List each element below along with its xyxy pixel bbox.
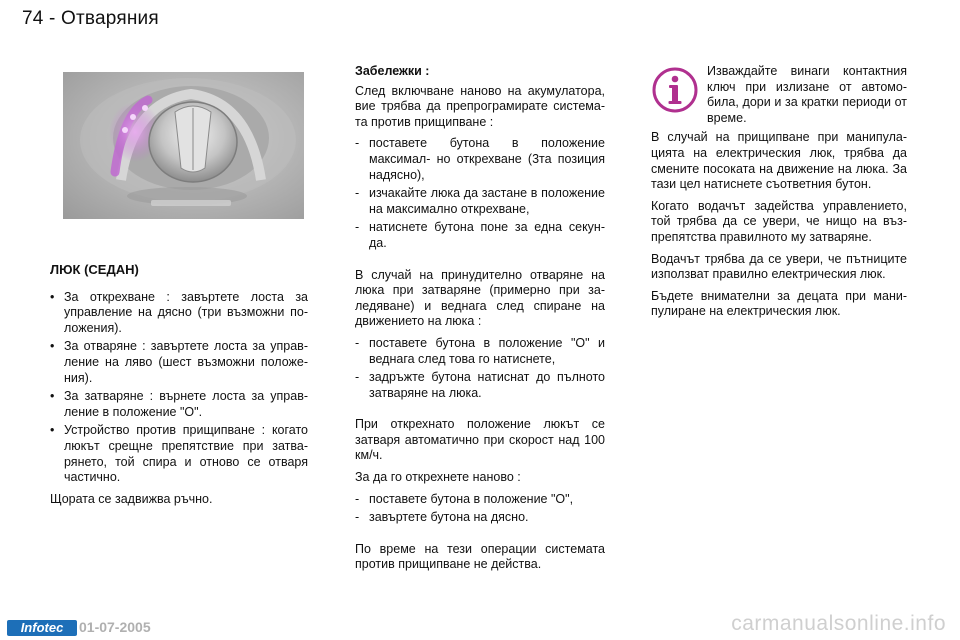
forced-opening-steps-list [355, 336, 605, 401]
footer-date: 01-07-2005 [79, 619, 151, 635]
body-paragraph: Бъдете внимателни за децата при мани- пулиране на електрическия люк. [651, 288, 907, 319]
body-paragraph: Щората се задвижва ръчно. [50, 491, 213, 506]
list-item: - натиснете бутона поне за една секун- да. [355, 220, 605, 250]
watermark: carmanualsonline.info [731, 612, 946, 635]
page-header [22, 8, 159, 30]
list-item: - поставете бутона в положение максимал- но открехване (3та позиция надясно), [355, 136, 605, 182]
dash-marker: - [355, 491, 360, 506]
list-item: - завъртете бутона на дясно. [355, 510, 529, 525]
body-paragraph: При открехнато положение люкът се затваря автоматично при скорост над 100 км/ч. [355, 417, 605, 463]
info-callout [651, 64, 907, 126]
body-paragraph: Водачът трябва да се увери, че пътниците използват правилно електрическия люк. [651, 251, 907, 282]
reprogramming-steps-list [355, 136, 605, 251]
infotec-logo: Infotec [7, 620, 77, 636]
info-icon [651, 66, 699, 114]
column-left [50, 262, 308, 513]
body-paragraph: В случай на прищипване при манипула- цията на електрическия люк, трябва да смените посоката на движение на люка. За тази цел натиснете съответния бутон. [651, 130, 907, 192]
dash-marker: - [355, 220, 360, 235]
body-paragraph: По време на тези операции системата против прищипване не действа. [355, 541, 605, 572]
sunroof-knob-illustration [63, 72, 304, 219]
list-item: • За отваряне : завъртете лоста за управ- ление на ляво (шест възможни положе- ния). [50, 339, 308, 385]
list-item: • Устройство против прищипване : когато люкът срещне препятствие при затва- рянето, той спира и отново се отваря частично. [50, 423, 308, 485]
bullet-marker: • [50, 389, 55, 404]
dash-marker: - [355, 370, 360, 385]
bullet-marker: • [50, 339, 55, 354]
notes-heading: Забележки : [355, 64, 430, 78]
list-item: - поставете бутона в положение "O", [355, 491, 574, 506]
list-item: • За затваряне : върнете лоста за управ- ление в положение "O". [50, 389, 308, 419]
bullet-marker: • [50, 423, 55, 438]
sunroof-operation-list [50, 290, 308, 486]
info-text: Изваждайте винаги контактния ключ при излизане от автомо- била, дори и за кратки периоди от време. [707, 64, 907, 125]
list-item: - поставете бутона в положение "O" и веднага след това го натиснете, [355, 335, 605, 366]
body-paragraph: В случай на принудително отваряне на люка при затваряне (примерно при за- ледяване) и веднага след спиране на движението на люка : [355, 267, 605, 329]
body-paragraph: След включване наново на акумулатора, вие трябва да препрограмирате система- та против прищипване : [355, 83, 605, 129]
list-item: - задръжте бутона натиснат до пълното затваряне на люка. [355, 370, 605, 400]
page-number: 74 [22, 8, 44, 29]
body-paragraph: Когато водачът задейства управлението, той трябва да се увери, че нищо на въз- препятства правилното му затваряне. [651, 198, 907, 244]
column-middle [355, 64, 605, 579]
dash-marker: - [355, 510, 360, 525]
reopen-steps-list [355, 492, 605, 526]
dash-marker: - [355, 136, 360, 151]
sunroof-control-photo [63, 72, 304, 219]
body-paragraph: За да го открехнете наново : [355, 470, 521, 485]
dash-marker: - [355, 186, 360, 201]
header-separator: - [49, 8, 56, 29]
section-heading: ЛЮК (СЕДАН) [50, 262, 139, 277]
dash-marker: - [355, 335, 360, 350]
list-item: - изчакайте люка да застане в положение на максимално открехване, [355, 186, 605, 216]
column-right [651, 64, 907, 326]
list-item: • За открехване : завъртете лоста за управление на дясно (три възможни по- ложения). [50, 289, 308, 335]
bullet-marker: • [50, 289, 55, 304]
page-title: Отваряния [61, 8, 159, 29]
